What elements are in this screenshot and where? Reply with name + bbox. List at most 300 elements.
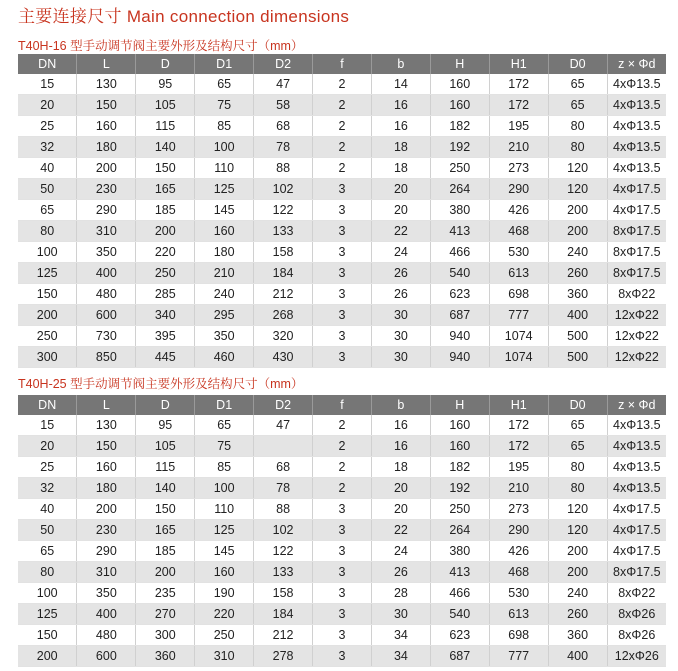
table-cell: 3: [313, 520, 372, 541]
table-cell: 530: [489, 583, 548, 604]
column-header: D: [136, 54, 195, 74]
column-header: D: [136, 395, 195, 415]
table-cell: 212: [254, 284, 313, 305]
table-cell: 12xΦ22: [607, 305, 666, 326]
table-cell: 105: [136, 95, 195, 116]
table-cell: 2: [313, 457, 372, 478]
table-cell: 698: [489, 625, 548, 646]
table-cell: 3: [313, 604, 372, 625]
table-cell: 22: [371, 520, 430, 541]
table-cell: 4xΦ13.5: [607, 116, 666, 137]
column-header: D2: [254, 54, 313, 74]
table-cell: 8xΦ17.5: [607, 221, 666, 242]
table-row: [18, 263, 666, 284]
table-cell: 100: [18, 583, 77, 604]
table-row: [18, 625, 666, 646]
table-cell: 310: [77, 221, 136, 242]
column-header: f: [313, 395, 372, 415]
dimensions-table-t40h-16: [18, 54, 666, 368]
table-cell: 50: [18, 520, 77, 541]
table-cell: 310: [195, 646, 254, 667]
table-cell: 2: [313, 415, 372, 436]
table-cell: 15: [18, 74, 77, 95]
table-cell: 32: [18, 478, 77, 499]
table-cell: 623: [430, 284, 489, 305]
table-cell: 220: [136, 242, 195, 263]
table-cell: 105: [136, 436, 195, 457]
table-cell: 160: [77, 116, 136, 137]
table-cell: 180: [77, 137, 136, 158]
table-cell: 80: [548, 116, 607, 137]
table-cell: 80: [548, 478, 607, 499]
table-row: [18, 646, 666, 667]
column-header: D0: [548, 54, 607, 74]
table-cell: 8xΦ22: [607, 583, 666, 604]
table-cell: 240: [195, 284, 254, 305]
table-cell: 182: [430, 457, 489, 478]
table-row: [18, 116, 666, 137]
table-cell: 65: [548, 415, 607, 436]
table-cell: 4xΦ13.5: [607, 457, 666, 478]
table-cell: 26: [371, 562, 430, 583]
table-cell: 24: [371, 541, 430, 562]
column-header: f: [313, 54, 372, 74]
table-cell: 185: [136, 541, 195, 562]
table-cell: 4xΦ13.5: [607, 137, 666, 158]
table-cell: 400: [548, 305, 607, 326]
table-cell: 264: [430, 179, 489, 200]
table-cell: 4xΦ13.5: [607, 95, 666, 116]
table-cell: 150: [18, 284, 77, 305]
table-cell: 24: [371, 242, 430, 263]
table-cell: 100: [195, 137, 254, 158]
table-cell: 122: [254, 541, 313, 562]
table-cell: 34: [371, 625, 430, 646]
table-row: [18, 520, 666, 541]
table-cell: 180: [77, 478, 136, 499]
table-cell: 2: [313, 158, 372, 179]
table-cell: 3: [313, 263, 372, 284]
table-cell: 273: [489, 158, 548, 179]
table-cell: 80: [18, 562, 77, 583]
table-row: [18, 179, 666, 200]
table-cell: 8xΦ26: [607, 604, 666, 625]
table-cell: 78: [254, 478, 313, 499]
table-cell: 28: [371, 583, 430, 604]
table-cell: 3: [313, 305, 372, 326]
table-cell: 140: [136, 478, 195, 499]
table-row: [18, 604, 666, 625]
table-cell: 125: [195, 179, 254, 200]
table-cell: 3: [313, 541, 372, 562]
table-cell: 613: [489, 604, 548, 625]
table-cell: 777: [489, 305, 548, 326]
table-cell: 95: [136, 74, 195, 95]
table-cell: 480: [77, 284, 136, 305]
table-row: [18, 221, 666, 242]
table-cell: 200: [77, 499, 136, 520]
table-cell: 30: [371, 326, 430, 347]
table-cell: 160: [77, 457, 136, 478]
table-cell: 150: [136, 158, 195, 179]
table-cell: 65: [548, 74, 607, 95]
table-cell: 200: [548, 562, 607, 583]
table-cell: 172: [489, 415, 548, 436]
table-cell: 20: [371, 499, 430, 520]
table-cell: 125: [195, 520, 254, 541]
table-cell: 172: [489, 95, 548, 116]
table-cell: 200: [77, 158, 136, 179]
table-cell: 466: [430, 583, 489, 604]
table-cell: 110: [195, 158, 254, 179]
table-cell: 1074: [489, 326, 548, 347]
table-cell: 1074: [489, 347, 548, 368]
table-cell: 250: [136, 263, 195, 284]
table-cell: 2: [313, 436, 372, 457]
table-cell: 172: [489, 436, 548, 457]
table-cell: 80: [18, 221, 77, 242]
table-cell: 3: [313, 326, 372, 347]
table-cell: 4xΦ17.5: [607, 520, 666, 541]
table-cell: 18: [371, 158, 430, 179]
table-row: [18, 478, 666, 499]
table-cell: 195: [489, 457, 548, 478]
table-cell: 40: [18, 499, 77, 520]
table-cell: 12xΦ22: [607, 326, 666, 347]
table-cell: 250: [430, 499, 489, 520]
table-cell: 30: [371, 347, 430, 368]
table-cell: 65: [18, 200, 77, 221]
table-cell: 65: [195, 74, 254, 95]
table-cell: 300: [136, 625, 195, 646]
table-row: [18, 562, 666, 583]
table-cell: 85: [195, 457, 254, 478]
table-cell: 25: [18, 457, 77, 478]
column-header: DN: [18, 54, 77, 74]
table-cell: 172: [489, 74, 548, 95]
table-cell: 133: [254, 221, 313, 242]
table-cell: 380: [430, 200, 489, 221]
table-row: [18, 436, 666, 457]
table-cell: 120: [548, 499, 607, 520]
table-cell: 185: [136, 200, 195, 221]
table-cell: 12xΦ22: [607, 347, 666, 368]
table-cell: 150: [136, 499, 195, 520]
table-cell: 4xΦ17.5: [607, 499, 666, 520]
table-cell: 34: [371, 646, 430, 667]
table-cell: 687: [430, 646, 489, 667]
table-cell: 4xΦ13.5: [607, 415, 666, 436]
table-cell: 122: [254, 200, 313, 221]
table-cell: 3: [313, 347, 372, 368]
table-cell: 100: [195, 478, 254, 499]
table-row: [18, 583, 666, 604]
table-cell: 270: [136, 604, 195, 625]
table-header-row: [18, 54, 666, 74]
table-cell: 110: [195, 499, 254, 520]
table-cell: 940: [430, 347, 489, 368]
page-title: 主要连接尺寸 Main connection dimensions: [18, 7, 350, 26]
table-cell: 200: [548, 541, 607, 562]
table-cell: 500: [548, 326, 607, 347]
table-cell: 4xΦ17.5: [607, 200, 666, 221]
column-header: H: [430, 395, 489, 415]
table-cell: 240: [548, 583, 607, 604]
table-cell: 8xΦ17.5: [607, 263, 666, 284]
column-header: z × Φd: [607, 54, 666, 74]
table-cell: 65: [548, 95, 607, 116]
table-cell: 158: [254, 242, 313, 263]
table-cell: 290: [77, 541, 136, 562]
table-cell: 26: [371, 263, 430, 284]
table-row: [18, 137, 666, 158]
table-cell: 210: [195, 263, 254, 284]
table-cell: 2: [313, 116, 372, 137]
table-cell: 600: [77, 646, 136, 667]
table-cell: 200: [18, 305, 77, 326]
table-cell: 300: [18, 347, 77, 368]
table-cell: 120: [548, 179, 607, 200]
table-cell: 3: [313, 646, 372, 667]
table-cell: 65: [195, 415, 254, 436]
table-cell: 95: [136, 415, 195, 436]
table-cell: 16: [371, 116, 430, 137]
table-cell: 158: [254, 583, 313, 604]
column-header: D0: [548, 395, 607, 415]
table-cell: 540: [430, 604, 489, 625]
table-cell: 145: [195, 200, 254, 221]
table-cell: 4xΦ17.5: [607, 179, 666, 200]
table-cell: 12xΦ26: [607, 646, 666, 667]
table-row: [18, 499, 666, 520]
table-cell: 220: [195, 604, 254, 625]
table-cell: 230: [77, 179, 136, 200]
table-cell: 133: [254, 562, 313, 583]
table-cell: 2: [313, 137, 372, 158]
table-cell: 16: [371, 415, 430, 436]
table-row: [18, 347, 666, 368]
table-cell: 85: [195, 116, 254, 137]
table-cell: 240: [548, 242, 607, 263]
table-cell: 413: [430, 221, 489, 242]
table-cell: 295: [195, 305, 254, 326]
column-header: b: [371, 54, 430, 74]
table-cell: 777: [489, 646, 548, 667]
table-cell: 200: [136, 221, 195, 242]
table-cell: 426: [489, 200, 548, 221]
table-cell: 278: [254, 646, 313, 667]
table-cell: 150: [77, 95, 136, 116]
table-row: [18, 457, 666, 478]
table-cell: 200: [136, 562, 195, 583]
table-cell: 360: [548, 284, 607, 305]
table-cell: 3: [313, 284, 372, 305]
table-header-row: [18, 395, 666, 415]
table-cell: 160: [430, 95, 489, 116]
table-cell: 102: [254, 520, 313, 541]
table-cell: 182: [430, 116, 489, 137]
table-cell: 8xΦ26: [607, 625, 666, 646]
table-cell: 2: [313, 95, 372, 116]
table-cell: 3: [313, 583, 372, 604]
table-cell: 80: [548, 457, 607, 478]
table-cell: 430: [254, 347, 313, 368]
table-cell: 20: [371, 179, 430, 200]
table-cell: 120: [548, 158, 607, 179]
table-cell: 380: [430, 541, 489, 562]
table-cell: 2: [313, 74, 372, 95]
table-cell: 18: [371, 457, 430, 478]
table-cell: 350: [195, 326, 254, 347]
table-cell: 47: [254, 74, 313, 95]
table-cell: 65: [548, 436, 607, 457]
table-cell: 180: [195, 242, 254, 263]
table-cell: 4xΦ13.5: [607, 436, 666, 457]
table-cell: 540: [430, 263, 489, 284]
table-cell: 160: [430, 436, 489, 457]
table-cell: 250: [430, 158, 489, 179]
table-cell: 285: [136, 284, 195, 305]
table-row: [18, 284, 666, 305]
table-cell: 200: [548, 200, 607, 221]
table-cell: 160: [430, 415, 489, 436]
table-cell: 250: [18, 326, 77, 347]
table-cell: 8xΦ17.5: [607, 562, 666, 583]
table-cell: 3: [313, 562, 372, 583]
table-cell: 190: [195, 583, 254, 604]
table-cell: 613: [489, 263, 548, 284]
table-cell: 192: [430, 478, 489, 499]
table-cell: [254, 436, 313, 457]
table-cell: 115: [136, 457, 195, 478]
table-cell: 310: [77, 562, 136, 583]
table-cell: 115: [136, 116, 195, 137]
table-cell: 235: [136, 583, 195, 604]
table-cell: 50: [18, 179, 77, 200]
table-cell: 30: [371, 305, 430, 326]
column-header: D2: [254, 395, 313, 415]
table-cell: 140: [136, 137, 195, 158]
table-cell: 530: [489, 242, 548, 263]
table-row: [18, 200, 666, 221]
column-header: b: [371, 395, 430, 415]
table-cell: 8xΦ22: [607, 284, 666, 305]
table-cell: 480: [77, 625, 136, 646]
table-cell: 290: [489, 520, 548, 541]
column-header: z × Φd: [607, 395, 666, 415]
table-cell: 500: [548, 347, 607, 368]
table-cell: 150: [77, 436, 136, 457]
table-cell: 730: [77, 326, 136, 347]
table-cell: 3: [313, 221, 372, 242]
column-header: D1: [195, 54, 254, 74]
table-cell: 30: [371, 604, 430, 625]
table-cell: 3: [313, 200, 372, 221]
table-cell: 184: [254, 263, 313, 284]
table-cell: 687: [430, 305, 489, 326]
table-cell: 26: [371, 284, 430, 305]
table-row: [18, 74, 666, 95]
table-cell: 4xΦ13.5: [607, 74, 666, 95]
table-cell: 400: [77, 604, 136, 625]
table-cell: 212: [254, 625, 313, 646]
table-cell: 600: [77, 305, 136, 326]
table-cell: 2: [313, 478, 372, 499]
table-cell: 850: [77, 347, 136, 368]
table-cell: 210: [489, 478, 548, 499]
column-header: D1: [195, 395, 254, 415]
table-cell: 260: [548, 604, 607, 625]
table-cell: 468: [489, 562, 548, 583]
table-cell: 160: [195, 562, 254, 583]
table-cell: 68: [254, 116, 313, 137]
table-cell: 413: [430, 562, 489, 583]
column-header: H: [430, 54, 489, 74]
table-cell: 264: [430, 520, 489, 541]
table-cell: 445: [136, 347, 195, 368]
table-cell: 20: [18, 436, 77, 457]
table-cell: 3: [313, 242, 372, 263]
table-cell: 360: [136, 646, 195, 667]
table-row: [18, 158, 666, 179]
column-header: L: [77, 395, 136, 415]
table-cell: 15: [18, 415, 77, 436]
table-cell: 4xΦ17.5: [607, 541, 666, 562]
table-cell: 130: [77, 74, 136, 95]
table-cell: 18: [371, 137, 430, 158]
table-cell: 426: [489, 541, 548, 562]
table-cell: 460: [195, 347, 254, 368]
table-cell: 230: [77, 520, 136, 541]
table-cell: 290: [489, 179, 548, 200]
table-row: [18, 326, 666, 347]
table-cell: 340: [136, 305, 195, 326]
table-cell: 102: [254, 179, 313, 200]
table-cell: 400: [77, 263, 136, 284]
table-cell: 200: [548, 221, 607, 242]
table-cell: 47: [254, 415, 313, 436]
table-cell: 120: [548, 520, 607, 541]
table-cell: 22: [371, 221, 430, 242]
table-cell: 165: [136, 520, 195, 541]
table-cell: 165: [136, 179, 195, 200]
table-cell: 940: [430, 326, 489, 347]
table-cell: 195: [489, 116, 548, 137]
table-cell: 250: [195, 625, 254, 646]
table-cell: 320: [254, 326, 313, 347]
table-cell: 14: [371, 74, 430, 95]
table-cell: 32: [18, 137, 77, 158]
table-cell: 200: [18, 646, 77, 667]
table-cell: 16: [371, 436, 430, 457]
table-cell: 623: [430, 625, 489, 646]
table-cell: 3: [313, 625, 372, 646]
table-cell: 100: [18, 242, 77, 263]
table-caption-t40h-25: T40H-25 型手动调节阀主要外形及结构尺寸（mm）: [18, 377, 304, 391]
table-cell: 350: [77, 583, 136, 604]
table-cell: 210: [489, 137, 548, 158]
table-cell: 466: [430, 242, 489, 263]
table-cell: 125: [18, 263, 77, 284]
table-cell: 78: [254, 137, 313, 158]
table-cell: 400: [548, 646, 607, 667]
table-cell: 3: [313, 499, 372, 520]
table-cell: 58: [254, 95, 313, 116]
table-row: [18, 242, 666, 263]
table-cell: 40: [18, 158, 77, 179]
column-header: H1: [489, 395, 548, 415]
table-row: [18, 95, 666, 116]
